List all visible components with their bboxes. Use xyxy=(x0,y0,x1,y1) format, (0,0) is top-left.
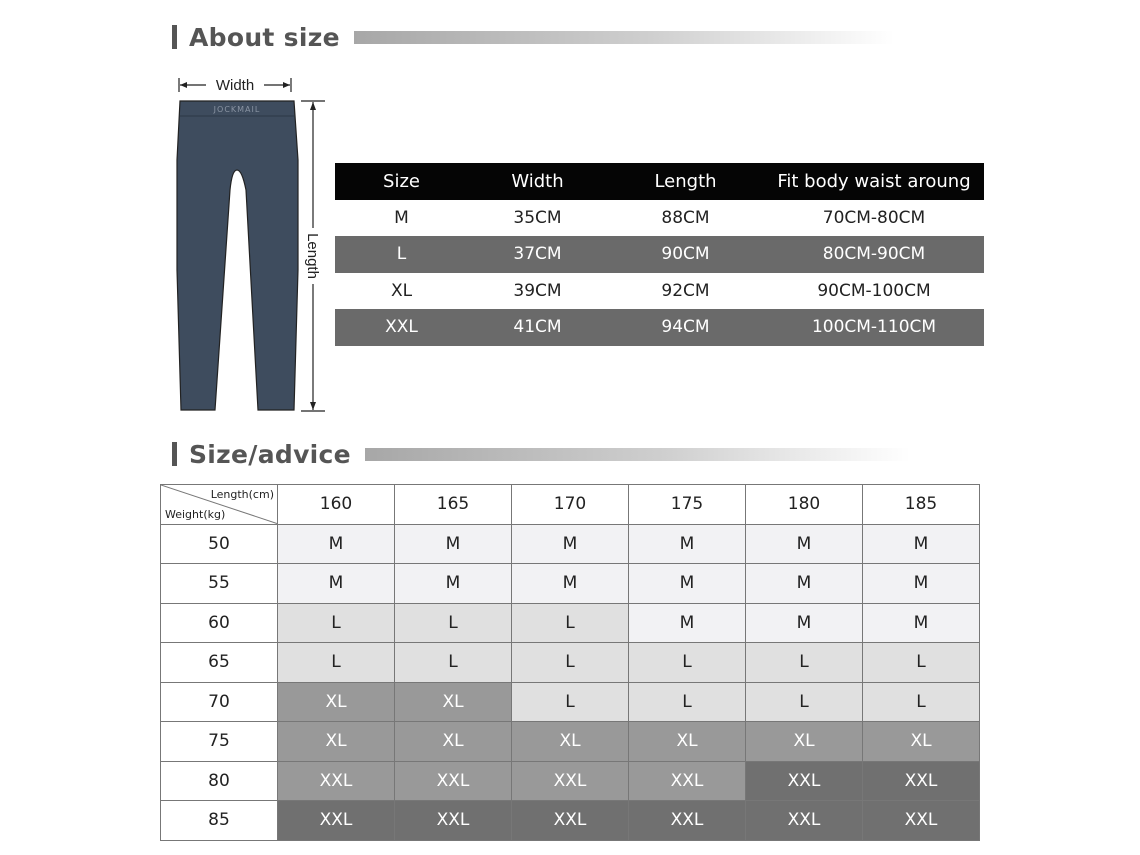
weight-cell: 80 xyxy=(161,761,278,801)
cell-size: XL xyxy=(335,273,468,310)
size-recommendation-cell: XXL xyxy=(863,761,980,801)
header-width: Width xyxy=(468,163,607,200)
cell-width: 37CM xyxy=(468,236,607,273)
size-recommendation-cell: M xyxy=(746,564,863,604)
size-recommendation-cell: XXL xyxy=(512,801,629,841)
size-recommendation-cell: M xyxy=(278,524,395,564)
length-dimension-arrow xyxy=(301,101,325,411)
size-recommendation-cell: L xyxy=(863,682,980,722)
cell-size: XXL xyxy=(335,309,468,346)
weight-cell: 85 xyxy=(161,801,278,841)
size-table-header xyxy=(335,163,984,200)
heading-gradient-rule xyxy=(354,31,894,44)
size-recommendation-cell: L xyxy=(863,643,980,683)
size-recommendation-cell: XL xyxy=(395,722,512,762)
header-waist: Fit body waist aroung xyxy=(764,163,984,200)
weight-cell: 60 xyxy=(161,603,278,643)
table-row xyxy=(161,761,980,801)
table-row xyxy=(161,722,980,762)
size-recommendation-cell: XXL xyxy=(629,761,746,801)
heading-marker xyxy=(172,25,177,49)
size-recommendation-cell: XXL xyxy=(746,801,863,841)
size-recommendation-cell: XXL xyxy=(629,801,746,841)
length-axis-label: Length(cm) xyxy=(210,488,274,501)
table-row xyxy=(161,643,980,683)
size-recommendation-cell: L xyxy=(395,643,512,683)
size-recommendation-cell: L xyxy=(512,682,629,722)
corner-cell xyxy=(161,485,278,525)
size-advice-table xyxy=(160,484,980,841)
length-label: Length xyxy=(304,233,321,279)
cell-length: 92CM xyxy=(607,273,764,310)
size-recommendation-cell: L xyxy=(512,603,629,643)
size-recommendation-cell: XXL xyxy=(278,801,395,841)
cell-length: 88CM xyxy=(607,200,764,237)
size-recommendation-cell: L xyxy=(746,682,863,722)
pants-illustration xyxy=(170,70,340,420)
size-recommendation-cell: M xyxy=(629,524,746,564)
size-recommendation-cell: M xyxy=(629,603,746,643)
weight-cell: 75 xyxy=(161,722,278,762)
size-recommendation-cell: XL xyxy=(278,722,395,762)
weight-cell: 65 xyxy=(161,643,278,683)
height-header: 165 xyxy=(395,485,512,525)
cell-waist: 100CM-110CM xyxy=(764,309,984,346)
height-header: 180 xyxy=(746,485,863,525)
size-recommendation-cell: M xyxy=(278,564,395,604)
table-row xyxy=(161,564,980,604)
size-recommendation-cell: L xyxy=(512,643,629,683)
width-label: Width xyxy=(215,77,255,94)
about-size-title: About size xyxy=(189,22,340,52)
size-recommendation-cell: XL xyxy=(863,722,980,762)
heading-marker xyxy=(172,442,177,466)
size-recommendation-cell: L xyxy=(278,603,395,643)
size-recommendation-cell: XL xyxy=(512,722,629,762)
size-recommendation-cell: XL xyxy=(278,682,395,722)
width-dimension-arrow xyxy=(179,77,291,94)
size-recommendation-cell: XXL xyxy=(278,761,395,801)
weight-cell: 50 xyxy=(161,524,278,564)
cell-width: 39CM xyxy=(468,273,607,310)
cell-length: 90CM xyxy=(607,236,764,273)
size-recommendation-cell: L xyxy=(746,643,863,683)
advice-header-row xyxy=(161,485,980,525)
table-row xyxy=(335,200,984,237)
size-advice-title: Size/advice xyxy=(189,439,351,469)
heading-gradient-rule xyxy=(365,448,910,461)
cell-length: 94CM xyxy=(607,309,764,346)
size-recommendation-cell: L xyxy=(278,643,395,683)
size-recommendation-cell: M xyxy=(395,564,512,604)
cell-width: 41CM xyxy=(468,309,607,346)
size-recommendation-cell: M xyxy=(629,564,746,604)
table-row xyxy=(161,524,980,564)
size-recommendation-cell: XXL xyxy=(863,801,980,841)
brand-logo: JOCKMAIL xyxy=(213,105,261,114)
table-row xyxy=(161,682,980,722)
height-header: 175 xyxy=(629,485,746,525)
size-advice-heading xyxy=(172,437,910,471)
size-recommendation-cell: M xyxy=(863,564,980,604)
table-row xyxy=(161,603,980,643)
height-header: 160 xyxy=(278,485,395,525)
about-size-heading xyxy=(172,20,894,54)
size-recommendation-cell: L xyxy=(629,643,746,683)
height-header: 185 xyxy=(863,485,980,525)
size-recommendation-cell: M xyxy=(746,524,863,564)
size-recommendation-cell: L xyxy=(395,603,512,643)
size-recommendation-cell: XXL xyxy=(395,761,512,801)
cell-size: M xyxy=(335,200,468,237)
height-header: 170 xyxy=(512,485,629,525)
pants-shape xyxy=(177,101,298,410)
size-recommendation-cell: XL xyxy=(395,682,512,722)
size-recommendation-cell: M xyxy=(863,524,980,564)
size-recommendation-cell: L xyxy=(629,682,746,722)
weight-cell: 55 xyxy=(161,564,278,604)
table-row xyxy=(161,801,980,841)
table-row xyxy=(335,309,984,346)
size-recommendation-cell: XXL xyxy=(746,761,863,801)
cell-size: L xyxy=(335,236,468,273)
weight-axis-label: Weight(kg) xyxy=(165,507,226,521)
size-recommendation-cell: XL xyxy=(629,722,746,762)
cell-waist: 70CM-80CM xyxy=(764,200,984,237)
size-recommendation-cell: M xyxy=(746,603,863,643)
size-recommendation-cell: XXL xyxy=(395,801,512,841)
size-chart-table xyxy=(335,163,984,346)
table-row xyxy=(335,273,984,310)
size-recommendation-cell: M xyxy=(395,524,512,564)
header-length: Length xyxy=(607,163,764,200)
cell-waist: 90CM-100CM xyxy=(764,273,984,310)
size-recommendation-cell: M xyxy=(512,564,629,604)
cell-width: 35CM xyxy=(468,200,607,237)
size-recommendation-cell: XL xyxy=(746,722,863,762)
cell-waist: 80CM-90CM xyxy=(764,236,984,273)
header-size: Size xyxy=(335,163,468,200)
table-row xyxy=(335,236,984,273)
size-recommendation-cell: XXL xyxy=(512,761,629,801)
weight-cell: 70 xyxy=(161,682,278,722)
size-recommendation-cell: M xyxy=(512,524,629,564)
size-recommendation-cell: M xyxy=(863,603,980,643)
